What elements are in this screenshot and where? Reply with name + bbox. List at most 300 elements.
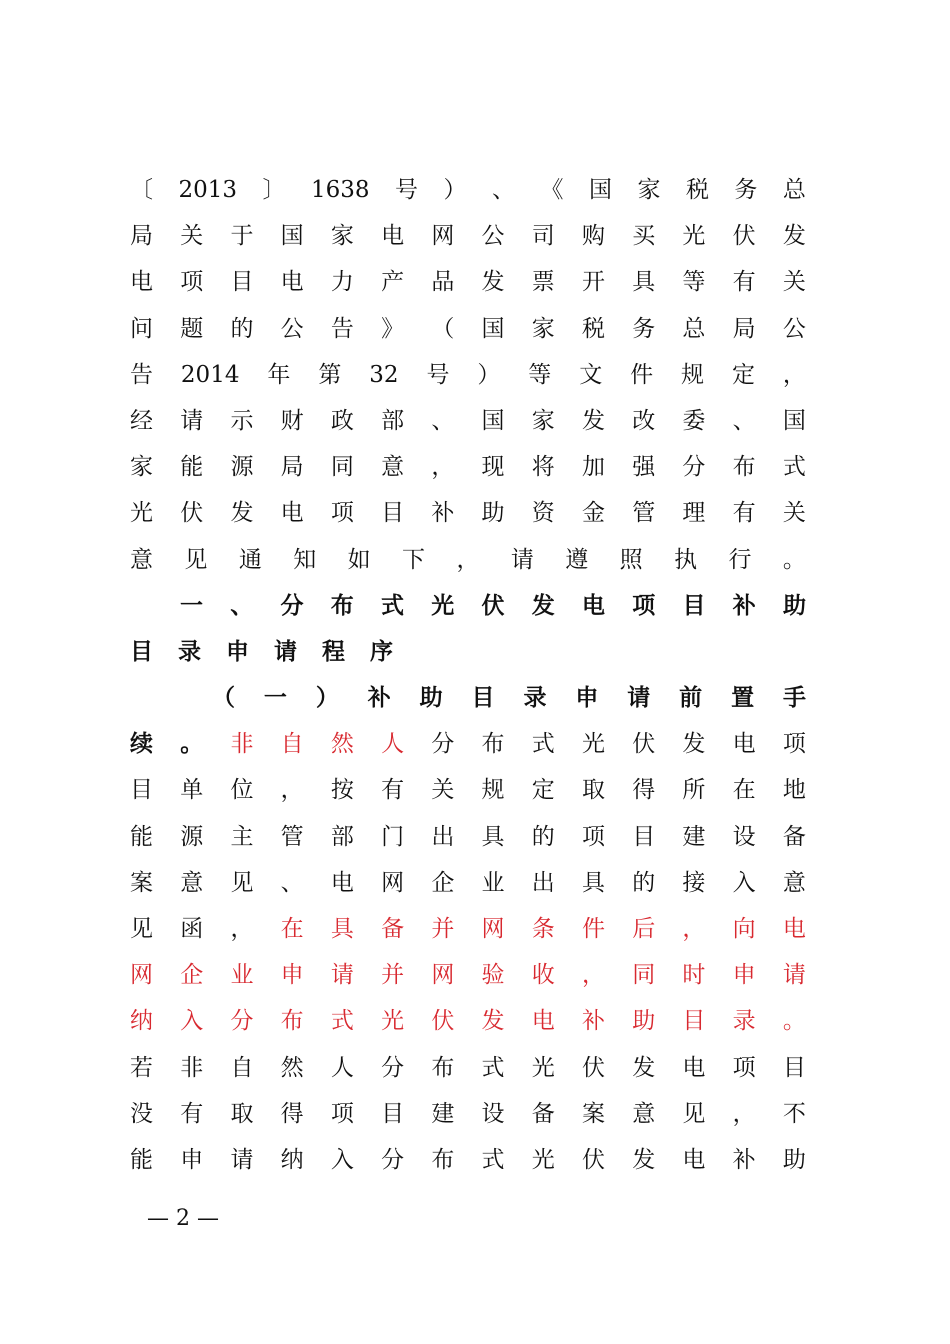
text-segment: ） — [477, 361, 501, 388]
text-segment: 〔 — [130, 177, 153, 203]
text-segment: 非 — [180, 1054, 204, 1081]
text-segment: 品 — [431, 269, 455, 296]
text-segment: 行 — [728, 546, 752, 573]
text-segment: 人 — [381, 731, 405, 758]
text-segment: 改 — [632, 407, 656, 434]
text-segment: 备 — [782, 823, 806, 850]
text-line — [130, 1091, 806, 1137]
text-segment: 助 — [782, 1146, 806, 1173]
text-segment: 手 — [782, 684, 806, 712]
text-segment: 非 — [230, 731, 254, 758]
text-segment: 在 — [732, 777, 756, 804]
text-segment: 式 — [381, 591, 404, 619]
text-line — [130, 629, 806, 675]
text-segment: （ — [212, 684, 235, 712]
text-segment: 总 — [782, 177, 806, 203]
text-segment: 验 — [481, 962, 505, 989]
text-segment: 请 — [782, 962, 806, 989]
text-line — [130, 352, 806, 398]
text-segment: 。 — [782, 546, 806, 573]
text-line — [130, 675, 806, 721]
text-segment: 的 — [531, 823, 555, 850]
text-segment: 》 — [381, 315, 405, 342]
text-segment: 设 — [732, 823, 756, 850]
text-segment: ， — [682, 916, 706, 942]
text-segment: 意 — [130, 546, 153, 573]
text-segment: 见 — [682, 1100, 706, 1127]
text-segment: ， — [280, 777, 304, 804]
text-segment: 发 — [682, 731, 706, 758]
text-segment: 1638 — [311, 177, 370, 203]
text-segment: 发 — [632, 1054, 656, 1081]
text-segment: 家 — [130, 454, 153, 481]
text-segment: 司 — [531, 223, 555, 250]
text-line — [130, 767, 806, 813]
text-segment: 助 — [632, 1008, 656, 1035]
text-segment: 程 — [322, 637, 345, 665]
text-segment: 力 — [330, 269, 354, 296]
text-segment: 税 — [685, 177, 709, 203]
text-segment: 请 — [627, 684, 651, 712]
text-segment: ， — [456, 546, 480, 573]
text-segment: 现 — [481, 454, 505, 481]
text-segment: 于 — [230, 223, 254, 250]
text-segment: 、 — [732, 407, 756, 434]
text-segment: 布 — [330, 591, 354, 619]
text-segment: 关 — [782, 500, 806, 527]
text-segment: 业 — [481, 869, 505, 896]
text-segment: 分 — [381, 1146, 405, 1173]
text-segment: 产 — [381, 269, 405, 296]
text-segment: 局 — [130, 223, 153, 250]
text-segment: 入 — [330, 1146, 354, 1173]
text-segment: 光 — [581, 731, 605, 758]
text-segment: 执 — [674, 546, 698, 573]
text-line — [130, 490, 806, 536]
text-segment: 网 — [431, 962, 455, 989]
text-segment: 见 — [184, 546, 208, 573]
text-segment: 2014 — [180, 361, 240, 388]
text-segment: 32 — [369, 361, 399, 388]
text-line — [130, 1045, 806, 1091]
text-segment: 电 — [280, 269, 304, 296]
text-segment: 布 — [280, 1008, 304, 1035]
text-segment: 发 — [230, 500, 254, 527]
text-segment: 申 — [575, 684, 599, 712]
text-segment: 《 — [540, 177, 564, 203]
text-segment: 第 — [318, 361, 342, 388]
text-segment: 项 — [732, 1054, 756, 1081]
text-segment: 备 — [381, 916, 405, 942]
text-line — [130, 537, 806, 583]
text-segment: 规 — [481, 777, 505, 804]
text-line — [130, 721, 806, 767]
text-line — [130, 167, 806, 213]
text-segment: 知 — [293, 546, 317, 573]
text-segment: 开 — [581, 269, 605, 296]
text-segment: 分 — [431, 731, 455, 758]
text-segment: 光 — [130, 500, 153, 527]
text-segment: 定 — [731, 361, 755, 388]
text-segment: 企 — [180, 962, 204, 989]
text-segment: 目 — [130, 637, 153, 665]
text-segment: 纳 — [130, 1008, 153, 1035]
text-segment: ， — [230, 916, 254, 942]
text-segment: 企 — [431, 869, 455, 896]
text-segment: 等 — [528, 361, 552, 388]
text-segment: 请 — [330, 962, 354, 989]
text-segment: 。 — [782, 1008, 806, 1035]
text-segment: 项 — [180, 269, 204, 296]
text-line — [130, 444, 806, 490]
text-segment: 录 — [178, 637, 201, 665]
text-segment: 发 — [481, 269, 505, 296]
text-segment: 具 — [581, 869, 605, 896]
text-segment: 的 — [230, 315, 254, 342]
text-segment: ， — [782, 361, 806, 388]
text-segment: 公 — [782, 315, 806, 342]
text-segment: 请 — [510, 546, 534, 573]
text-segment: 告 — [130, 361, 153, 388]
text-segment: 理 — [682, 500, 706, 527]
text-segment: 布 — [481, 731, 505, 758]
text-segment: 布 — [431, 1146, 455, 1173]
text-segment: 一 — [180, 591, 203, 619]
text-segment: 国 — [588, 177, 612, 203]
text-segment: 能 — [180, 454, 204, 481]
text-segment: 按 — [330, 777, 354, 804]
text-segment: 补 — [431, 500, 455, 527]
text-segment: 2013 — [178, 177, 238, 203]
text-segment: 申 — [226, 637, 249, 665]
text-segment: 取 — [581, 777, 605, 804]
text-segment: 业 — [230, 962, 254, 989]
text-line — [130, 814, 806, 860]
text-segment: 能 — [130, 1146, 153, 1173]
text-segment: 所 — [682, 777, 706, 804]
text-segment: 一 — [263, 684, 287, 712]
text-segment: 。 — [180, 730, 204, 758]
text-segment: 具 — [330, 916, 354, 942]
text-segment: 购 — [581, 223, 605, 250]
text-segment: 式 — [531, 731, 555, 758]
text-line — [130, 398, 806, 444]
text-segment: ， — [431, 454, 455, 481]
text-segment: 家 — [637, 177, 661, 203]
text-segment: 号 — [426, 361, 450, 388]
text-segment: 目 — [230, 269, 254, 296]
text-segment: 并 — [381, 962, 405, 989]
text-segment: 助 — [419, 684, 443, 712]
text-segment: 案 — [581, 1100, 605, 1127]
text-segment: 等 — [682, 269, 706, 296]
text-segment: 目 — [381, 500, 405, 527]
text-segment: 具 — [632, 269, 656, 296]
text-segment: 后 — [632, 916, 656, 942]
text-segment: 家 — [330, 223, 354, 250]
text-segment: 务 — [632, 315, 656, 342]
text-segment: 伏 — [581, 1146, 605, 1173]
text-segment: 光 — [531, 1146, 555, 1173]
text-segment: 发 — [531, 591, 555, 619]
text-segment: 自 — [280, 731, 304, 758]
text-segment: 电 — [280, 500, 304, 527]
text-segment: 具 — [481, 823, 505, 850]
text-segment: 能 — [130, 823, 153, 850]
text-segment: 补 — [367, 684, 391, 712]
text-segment: 有 — [732, 500, 756, 527]
text-segment: ） — [443, 177, 467, 203]
text-segment: 买 — [632, 223, 656, 250]
text-segment: 项 — [632, 591, 656, 619]
text-segment: 纳 — [280, 1146, 304, 1173]
text-segment: 设 — [481, 1100, 505, 1127]
text-segment: 不 — [782, 1100, 806, 1127]
text-segment: 照 — [619, 546, 643, 573]
text-segment: 分 — [280, 591, 304, 619]
text-segment: 经 — [130, 407, 153, 434]
text-line — [130, 998, 806, 1044]
text-segment: 项 — [330, 500, 354, 527]
text-segment: 向 — [732, 916, 756, 942]
text-segment: 伏 — [431, 1008, 455, 1035]
text-segment: 电 — [682, 1146, 706, 1173]
text-segment: 发 — [632, 1146, 656, 1173]
text-segment: 伏 — [632, 731, 656, 758]
text-segment: 目 — [381, 1100, 405, 1127]
text-segment: 有 — [180, 1100, 204, 1127]
text-segment: 国 — [481, 407, 505, 434]
text-segment: ） — [315, 684, 339, 712]
text-segment: 没 — [130, 1100, 153, 1127]
text-segment: 光 — [682, 223, 706, 250]
text-line — [130, 583, 806, 629]
text-segment: 案 — [130, 869, 153, 896]
text-segment: 件 — [581, 916, 605, 942]
text-segment: 电 — [732, 731, 756, 758]
text-segment: 问 — [130, 315, 153, 342]
text-segment: 得 — [280, 1100, 304, 1127]
body-text — [130, 167, 806, 1183]
text-segment: 目 — [682, 591, 706, 619]
text-segment: 管 — [632, 500, 656, 527]
text-segment: 将 — [531, 454, 555, 481]
text-segment: 资 — [531, 500, 555, 527]
text-segment: 国 — [782, 407, 806, 434]
text-segment: 布 — [431, 1054, 455, 1081]
text-segment: 加 — [581, 454, 605, 481]
text-segment: 位 — [230, 777, 254, 804]
text-segment: 伏 — [180, 500, 204, 527]
text-segment: 补 — [732, 591, 756, 619]
text-segment: 国 — [481, 315, 505, 342]
text-segment: 电 — [582, 591, 605, 619]
text-segment: 题 — [180, 315, 204, 342]
text-segment: 请 — [230, 1146, 254, 1173]
text-segment: 建 — [682, 823, 706, 850]
text-segment: 式 — [481, 1054, 505, 1081]
text-segment: 分 — [381, 1054, 405, 1081]
text-segment: 网 — [130, 962, 153, 989]
text-segment: 票 — [531, 269, 555, 296]
text-line — [130, 860, 806, 906]
text-segment: 国 — [280, 223, 304, 250]
text-segment: 分 — [230, 1008, 254, 1035]
text-segment: ， — [581, 962, 605, 989]
text-segment: 接 — [682, 869, 706, 896]
text-segment: 人 — [330, 1054, 354, 1081]
text-segment: 强 — [632, 454, 656, 481]
text-segment: 伏 — [481, 591, 505, 619]
text-segment: 光 — [431, 591, 455, 619]
text-segment: 示 — [230, 407, 254, 434]
text-segment: 关 — [180, 223, 204, 250]
text-segment: 财 — [280, 407, 304, 434]
text-segment: 政 — [330, 407, 354, 434]
text-segment: 意 — [632, 1100, 656, 1127]
text-segment: 入 — [180, 1008, 204, 1035]
text-segment: 家 — [531, 315, 555, 342]
text-segment: 式 — [782, 454, 806, 481]
text-segment: 项 — [330, 1100, 354, 1127]
text-segment: 电 — [381, 223, 405, 250]
text-segment: 有 — [732, 269, 756, 296]
text-segment: 电 — [130, 269, 153, 296]
text-segment: 地 — [782, 777, 806, 804]
text-segment: 光 — [381, 1008, 405, 1035]
text-segment: 续 — [130, 730, 153, 758]
text-segment: 总 — [682, 315, 706, 342]
text-segment: 关 — [431, 777, 455, 804]
text-segment: 入 — [732, 869, 756, 896]
text-segment: ， — [732, 1100, 756, 1127]
text-segment: 局 — [732, 315, 756, 342]
text-line — [130, 306, 806, 352]
text-segment: 目 — [130, 777, 153, 804]
text-segment: 公 — [481, 223, 505, 250]
text-segment: 、 — [492, 177, 515, 203]
text-line — [130, 213, 806, 259]
text-segment: 目 — [632, 823, 656, 850]
text-line — [130, 259, 806, 305]
text-segment: 电 — [531, 1008, 555, 1035]
text-segment: 补 — [581, 1008, 605, 1035]
text-segment: 意 — [782, 869, 806, 896]
text-segment: 、 — [280, 869, 304, 896]
text-segment: 录 — [732, 1008, 756, 1035]
text-segment: 公 — [280, 315, 304, 342]
text-segment: 项 — [782, 731, 806, 758]
text-segment: 关 — [782, 269, 806, 296]
text-segment: 请 — [274, 637, 297, 665]
text-segment: 电 — [330, 869, 354, 896]
text-segment: 伏 — [581, 1054, 605, 1081]
text-segment: 补 — [732, 1146, 756, 1173]
text-segment: 序 — [370, 637, 393, 665]
text-segment: 门 — [381, 823, 405, 850]
text-segment: 自 — [230, 1054, 254, 1081]
text-segment: 发 — [782, 223, 806, 250]
text-segment: 发 — [481, 1008, 505, 1035]
text-segment: 布 — [732, 454, 756, 481]
text-segment: 光 — [531, 1054, 555, 1081]
text-segment: 前 — [679, 684, 703, 712]
text-segment: 见 — [230, 869, 254, 896]
text-segment: 同 — [632, 962, 656, 989]
text-segment: 遵 — [565, 546, 589, 573]
text-segment: （ — [431, 315, 455, 342]
text-segment: 定 — [531, 777, 555, 804]
text-segment: 意 — [381, 454, 405, 481]
text-segment: 主 — [230, 823, 254, 850]
text-segment: 件 — [630, 361, 654, 388]
text-segment: 目 — [471, 684, 495, 712]
text-segment: 收 — [531, 962, 555, 989]
text-segment: 见 — [130, 916, 153, 942]
text-segment: 税 — [581, 315, 605, 342]
text-segment: 下 — [402, 546, 426, 573]
text-segment: 号 — [395, 177, 419, 203]
text-line — [130, 952, 806, 998]
text-segment: 意 — [180, 869, 204, 896]
text-segment: 建 — [431, 1100, 455, 1127]
text-segment: 源 — [230, 454, 254, 481]
text-segment: 电 — [782, 916, 806, 942]
text-segment: 网 — [481, 916, 505, 942]
text-segment: 然 — [280, 1054, 304, 1081]
text-segment: 项 — [581, 823, 605, 850]
text-segment: 文 — [579, 361, 603, 388]
text-segment: 分 — [682, 454, 706, 481]
text-segment: 家 — [531, 407, 555, 434]
text-segment: 申 — [732, 962, 756, 989]
text-segment: 请 — [180, 407, 204, 434]
text-segment: 规 — [681, 361, 705, 388]
text-segment: 录 — [523, 684, 547, 712]
text-segment: 的 — [632, 869, 656, 896]
text-segment: 〕 — [262, 177, 286, 203]
text-segment: 网 — [431, 223, 455, 250]
text-segment: 然 — [330, 731, 354, 758]
text-segment: 在 — [280, 916, 304, 942]
text-segment: 取 — [230, 1100, 254, 1127]
text-segment: 局 — [280, 454, 304, 481]
text-segment: 伏 — [732, 223, 756, 250]
text-segment: 部 — [381, 407, 405, 434]
text-segment: 电 — [682, 1054, 706, 1081]
text-segment: 通 — [238, 546, 262, 573]
text-segment: 金 — [581, 500, 605, 527]
text-segment: 管 — [280, 823, 304, 850]
text-segment: 时 — [682, 962, 706, 989]
text-segment: 出 — [431, 823, 455, 850]
text-segment: 如 — [347, 546, 371, 573]
text-segment: 备 — [531, 1100, 555, 1127]
text-segment: 助 — [783, 591, 806, 619]
page-number: — 2 — — [147, 1206, 219, 1231]
text-segment: 式 — [481, 1146, 505, 1173]
text-segment: 告 — [330, 315, 354, 342]
text-segment: 网 — [381, 869, 405, 896]
text-segment: 年 — [267, 361, 291, 388]
text-segment: 单 — [180, 777, 204, 804]
text-segment: 目 — [682, 1008, 706, 1035]
text-segment: 函 — [180, 916, 204, 942]
text-segment: 并 — [431, 916, 455, 942]
text-segment: 务 — [734, 177, 758, 203]
text-segment: 式 — [330, 1008, 354, 1035]
text-segment: 申 — [180, 1146, 204, 1173]
